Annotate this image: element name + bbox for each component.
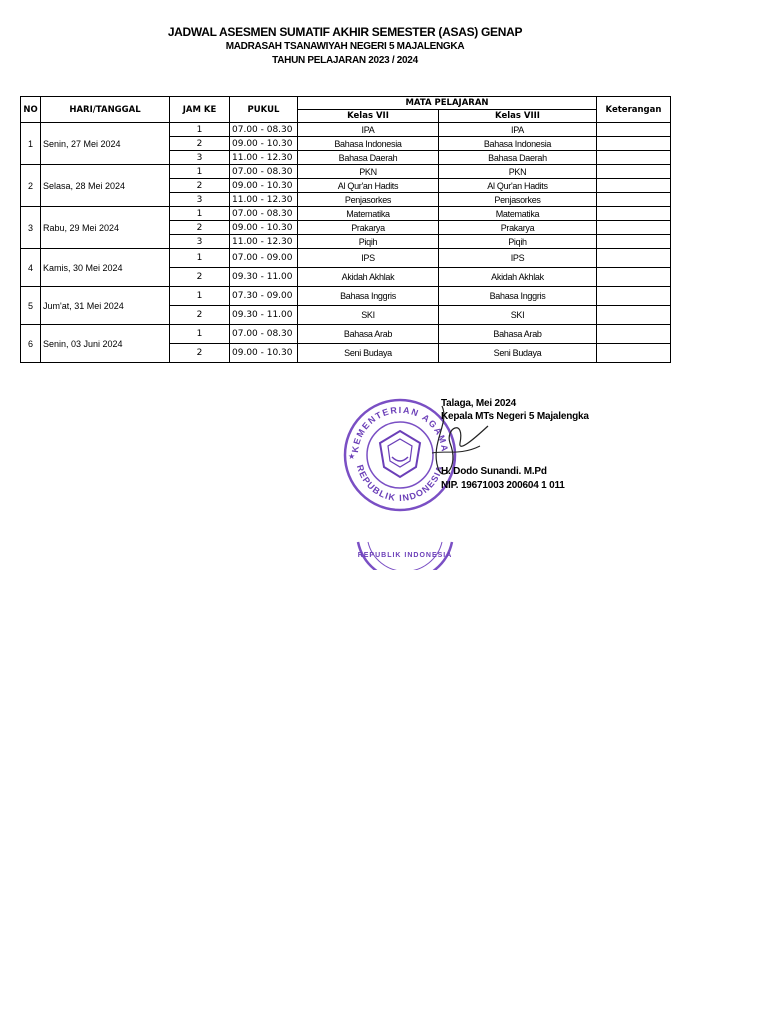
header-day: HARI/TANGGAL	[41, 97, 170, 123]
table-row	[21, 123, 671, 137]
subject-kelas-7: SKI	[298, 306, 439, 325]
table-row	[21, 287, 671, 306]
session-time: 07.30 - 09.00	[230, 287, 298, 306]
session-time: 09.00 - 10.30	[230, 344, 298, 363]
session-jam: 1	[170, 249, 230, 268]
subject-kelas-7: Prakarya	[298, 221, 439, 235]
subject-kelas-7: Al Qur'an Hadits	[298, 179, 439, 193]
session-jam: 1	[170, 207, 230, 221]
session-time: 09.00 - 10.30	[230, 137, 298, 151]
day-number: 4	[21, 249, 41, 287]
subject-kelas-8: Bahasa Indonesia	[439, 137, 597, 151]
session-jam: 2	[170, 306, 230, 325]
session-jam: 3	[170, 151, 230, 165]
day-date: Selasa, 28 Mei 2024	[41, 165, 170, 207]
table-row	[21, 325, 671, 344]
keterangan-cell	[597, 165, 671, 179]
subject-kelas-7: Penjasorkes	[298, 193, 439, 207]
day-date: Rabu, 29 Mei 2024	[41, 207, 170, 249]
session-jam: 3	[170, 235, 230, 249]
subject-kelas-8: Bahasa Arab	[439, 325, 597, 344]
subject-kelas-8: Bahasa Inggris	[439, 287, 597, 306]
keterangan-cell	[597, 325, 671, 344]
subject-kelas-7: Bahasa Arab	[298, 325, 439, 344]
subject-kelas-7: Seni Budaya	[298, 344, 439, 363]
session-time: 07.00 - 09.00	[230, 249, 298, 268]
keterangan-cell	[597, 287, 671, 306]
header-keterangan: Keterangan	[597, 97, 671, 123]
document-title: JADWAL ASESMEN SUMATIF AKHIR SEMESTER (ASAS) GENAP	[167, 25, 523, 39]
schedule-body	[21, 123, 671, 363]
keterangan-cell	[597, 179, 671, 193]
keterangan-cell	[597, 221, 671, 235]
day-number: 1	[21, 123, 41, 165]
keterangan-cell	[597, 249, 671, 268]
keterangan-cell	[597, 268, 671, 287]
day-number: 2	[21, 165, 41, 207]
svg-text:★: ★	[348, 452, 356, 461]
day-number: 5	[21, 287, 41, 325]
subject-kelas-7: Bahasa Inggris	[298, 287, 439, 306]
subject-kelas-8: Prakarya	[439, 221, 597, 235]
table-row	[21, 165, 671, 179]
session-jam: 1	[170, 165, 230, 179]
session-jam: 1	[170, 123, 230, 137]
subject-kelas-8: Piqih	[439, 235, 597, 249]
day-date: Senin, 27 Mei 2024	[41, 123, 170, 165]
header-jam: JAM KE	[170, 97, 230, 123]
subject-kelas-8: Akidah Akhlak	[439, 268, 597, 287]
stamp-top-text: KEMENTERIAN AGAMA	[349, 404, 451, 454]
subject-kelas-7: IPS	[298, 249, 439, 268]
subject-kelas-8: IPA	[439, 123, 597, 137]
subject-kelas-7: Piqih	[298, 235, 439, 249]
subject-kelas-7: Bahasa Daerah	[298, 151, 439, 165]
session-time: 09.00 - 10.30	[230, 179, 298, 193]
keterangan-cell	[597, 137, 671, 151]
subject-kelas-8: Bahasa Daerah	[439, 151, 597, 165]
subject-kelas-8: Penjasorkes	[439, 193, 597, 207]
subject-kelas-7: PKN	[298, 165, 439, 179]
signature-name: H. Dodo Sunandi. M.Pd	[441, 466, 547, 477]
stamp-emblem	[380, 431, 420, 477]
table-row	[21, 207, 671, 221]
session-time: 07.00 - 08.30	[230, 123, 298, 137]
session-jam: 2	[170, 268, 230, 287]
header-no: NO	[21, 97, 41, 123]
session-jam: 2	[170, 344, 230, 363]
session-jam: 2	[170, 137, 230, 151]
academic-year: TAHUN PELAJARAN 2023 / 2024	[272, 55, 418, 66]
session-jam: 1	[170, 325, 230, 344]
signature-role: Kepala MTs Negeri 5 Majalengka	[441, 411, 589, 422]
session-time: 09.30 - 11.00	[230, 268, 298, 287]
exam-schedule-table	[20, 96, 671, 363]
day-number: 6	[21, 325, 41, 363]
keterangan-cell	[597, 207, 671, 221]
subject-kelas-8: Al Qur'an Hadits	[439, 179, 597, 193]
session-time: 11.00 - 12.30	[230, 193, 298, 207]
session-time: 07.00 - 08.30	[230, 325, 298, 344]
header-mapel: MATA PELAJARAN	[298, 97, 597, 110]
day-date: Kamis, 30 Mei 2024	[41, 249, 170, 287]
subject-kelas-8: Seni Budaya	[439, 344, 597, 363]
session-jam: 2	[170, 179, 230, 193]
subject-kelas-8: IPS	[439, 249, 597, 268]
day-number: 3	[21, 207, 41, 249]
session-jam: 2	[170, 221, 230, 235]
keterangan-cell	[597, 235, 671, 249]
keterangan-cell	[597, 344, 671, 363]
header-pukul: PUKUL	[230, 97, 298, 123]
header-kelas-7: Kelas VII	[298, 110, 439, 123]
keterangan-cell	[597, 151, 671, 165]
session-time: 09.00 - 10.30	[230, 221, 298, 235]
keterangan-cell	[597, 193, 671, 207]
subject-kelas-8: Matematika	[439, 207, 597, 221]
session-jam: 1	[170, 287, 230, 306]
subject-kelas-7: Akidah Akhlak	[298, 268, 439, 287]
keterangan-cell	[597, 306, 671, 325]
session-time: 07.00 - 08.30	[230, 165, 298, 179]
keterangan-cell	[597, 123, 671, 137]
partial-stamp-text: REPUBLIK INDONESIA	[357, 552, 453, 559]
header-kelas-8: Kelas VIII	[439, 110, 597, 123]
subject-kelas-7: Bahasa Indonesia	[298, 137, 439, 151]
subject-kelas-7: Matematika	[298, 207, 439, 221]
session-time: 09.30 - 11.00	[230, 306, 298, 325]
day-date: Jum'at, 31 Mei 2024	[41, 287, 170, 325]
session-time: 11.00 - 12.30	[230, 151, 298, 165]
session-time: 11.00 - 12.30	[230, 235, 298, 249]
session-jam: 3	[170, 193, 230, 207]
table-row	[21, 249, 671, 268]
subject-kelas-8: PKN	[439, 165, 597, 179]
stamp-bottom-text: REPUBLIK INDONESIA	[354, 463, 446, 504]
day-date: Senin, 03 Juni 2024	[41, 325, 170, 363]
session-time: 07.00 - 08.30	[230, 207, 298, 221]
subject-kelas-7: IPA	[298, 123, 439, 137]
signature-place-date: Talaga, Mei 2024	[441, 398, 516, 409]
subject-kelas-8: SKI	[439, 306, 597, 325]
partial-stamp-impression	[350, 540, 460, 570]
signature-nip: NIP. 19671003 200604 1 011	[441, 480, 565, 491]
school-name: MADRASAH TSANAWIYAH NEGERI 5 MAJALENGKA	[225, 41, 465, 52]
